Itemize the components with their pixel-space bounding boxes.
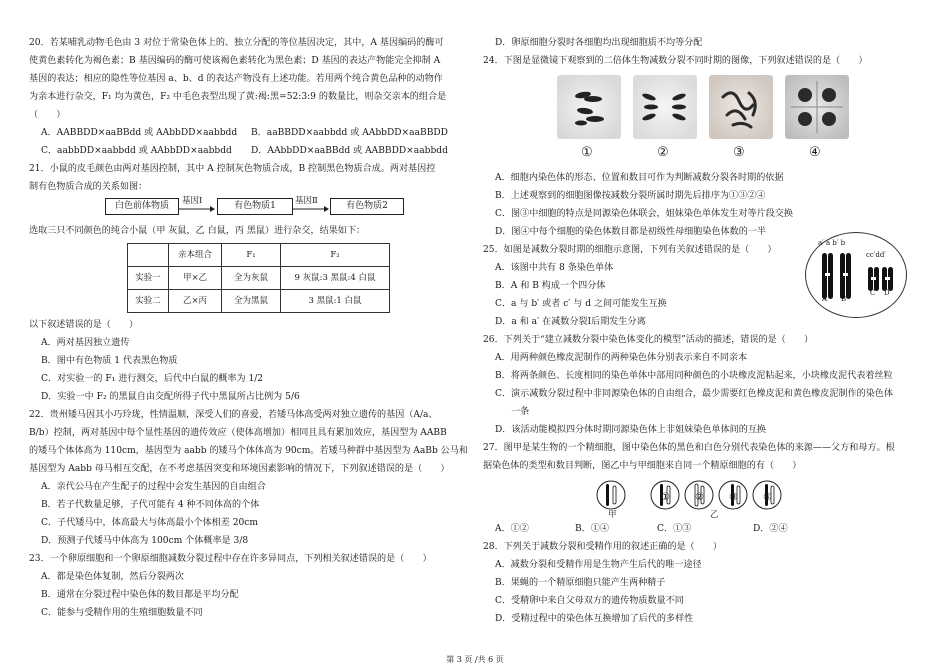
q21-line3: 选取三只不同颜色的纯合小鼠（甲 灰鼠，乙 白鼠，丙 黑鼠）进行杂交，结果如下：: [29, 226, 366, 236]
micrograph-1: [557, 75, 621, 139]
flow-box-precursor: 白色前体物质: [105, 198, 179, 215]
flow-box-color1: 有色物质1: [217, 198, 293, 215]
q28-stem: 28．下列关于减数分裂和受精作用的叙述正确的是（ ）: [483, 542, 722, 552]
q20-line1: 20．若某哺乳动物毛色由 3 对位于常染色体上的、独立分配的等位基因决定，其中，A 基因编码的酶可: [29, 38, 444, 48]
q21-option-b: B．图中有色物质 1 代表黑色物质: [41, 356, 178, 366]
q21-option-a: A．两对基因独立遗传: [41, 338, 130, 348]
q23-option-c: C．能参与受精作用的生殖细胞数量不同: [41, 608, 203, 618]
q22-line1: 22．贵州矮马因其小巧玲珑，性情温顺，深受人们的喜爱，若矮马体高受两对独立遗传的基因（A/a、: [29, 410, 438, 420]
q28-option-d: D．受精过程中的染色体互换增加了后代的多样性: [495, 614, 694, 624]
table-cell: 3 黑鼠:1 白鼠: [281, 290, 390, 313]
q21-option-d: D．实验一中 F₂ 的黑鼠自由交配所得子代中黑鼠所占比例为 5/6: [41, 392, 300, 402]
q28-option-c: C．受精卵中来自父母双方的遗传物质数量不同: [495, 596, 684, 606]
q26-option-b: B．将两条颜色、长度相同的染色单体中部用同种颜色的小块橡皮泥粘起来，小块橡皮泥代表着丝粒: [495, 371, 893, 381]
q25-option-b: B．A 和 B 构成一个四分体: [495, 281, 606, 291]
q25-label-D: D: [884, 289, 890, 297]
q27-option-a: A．①②: [495, 524, 529, 534]
q21-option-c: C．对实验一的 F₁ 进行测交，后代中白鼠的概率为 1/2: [41, 374, 264, 384]
q27-line1: 27．图甲是某生物的一个精细胞，图中染色体的黑色和白色分别代表染色体的来源——父方和母方。根: [483, 443, 895, 453]
q26-stem: 26．下列关于“建立减数分裂中染色体变化的模型”活动的描述，错误的是（ ）: [483, 335, 814, 345]
page-footer: 第 3 页 /共 6 页: [446, 655, 504, 664]
q22-line3: 的矮马个体体高为 110cm，基因型为 aabb 的矮马个体体高为 90cm。若矮马种群中基因型为 AaBb 公马和: [29, 446, 468, 456]
q20-option-b: B．aaBBDD×aabbdd 或 AAbbDD×aaBBDD: [251, 128, 448, 138]
table-cell: 9 灰鼠:3 黑鼠:4 白鼠: [281, 267, 390, 290]
q27-line2: 据染色体的类型和数目判断，图乙中与甲细胞来自同一个精原细胞的有（ ）: [483, 461, 802, 471]
q22-line2: B/b）控制，两对基因中每个显性基因的遗传效应（使体高增加）相同且具有累加效应，基因型为 AABB: [29, 428, 447, 438]
table-cell: 全为灰鼠: [222, 267, 281, 290]
micrograph-label-2: ②: [657, 145, 669, 160]
micrograph-2: [633, 75, 697, 139]
q23-stem: 23．一个卵原细胞和一个卵原细胞减数分裂过程中存在许多异同点，下列相关叙述错误的是（ ）: [29, 554, 432, 564]
q24-option-b: B．上述观察到的细胞图像按减数分裂所属时期先后排序为①③②④: [495, 191, 766, 201]
q20-line4: 为亲本进行杂交，F₁ 均为黄色，F₂ 中毛色表型出现了黄:褐:黑=52:3:9 的数量比，则杂交亲本的组合是: [29, 92, 447, 102]
q27-label-3: ③: [729, 492, 738, 503]
q21-line1: 21．小鼠的皮毛颜色由两对基因控制，其中 A 控制灰色物质合成，B 控制黑色物质合成。两对基因控: [29, 164, 436, 174]
q20-option-a: A．AABBDD×aaBBdd 或 AAbbDD×aabbdd: [41, 128, 238, 138]
table-cell: 实验一: [128, 267, 169, 290]
micrograph-4: [785, 75, 849, 139]
table-cell: 甲×乙: [169, 267, 222, 290]
q26-option-d: D．该活动能模拟四分体时期同源染色体上非姐妹染色单体间的互换: [495, 425, 767, 435]
q23-option-a: A．都是染色体复制，然后分裂两次: [41, 572, 184, 582]
flow-box-color2: 有色物质2: [330, 198, 404, 215]
q26-option-c-cont: 一条: [511, 407, 530, 417]
q23-option-b: B．通常在分裂过程中染色体的数目都是平均分配: [41, 590, 239, 600]
q25-stem: 25．如图是减数分裂时期的细胞示意图，下列有关叙述错误的是（ ）: [483, 245, 777, 255]
q25-option-d: D．a 和 a′ 在减数分裂Ⅰ后期发生分离: [495, 317, 646, 327]
q26-option-c: C．演示减数分裂过程中非同源染色体的自由组合，最少需要红色橡皮泥和黄色橡皮泥制作的染色体: [495, 389, 893, 399]
q25-cell-figure: [805, 232, 907, 318]
q24-option-c: C．图③中细胞的特点是同源染色体联会，姐妹染色单体发生对等片段交换: [495, 209, 793, 219]
q21-results-table: [127, 243, 390, 313]
q22-line4: 基因型为 Aabb 母马相互交配，在不考虑基因突变和环境因素影响的情况下，下列叙述错误的是（ ）: [29, 464, 450, 474]
micrograph-label-3: ③: [733, 145, 745, 160]
q28-option-b: B．果蝇的一个精原细胞只能产生两种精子: [495, 578, 666, 588]
q27-option-c: C．①③: [657, 524, 692, 534]
q27-label-yi: 乙: [710, 510, 719, 520]
q20-line5: （ ）: [29, 110, 66, 120]
q27-label-4: ④: [763, 492, 772, 503]
q25-label-cd: cc′dd′: [866, 251, 886, 259]
q22-option-a: A．亲代公马在产生配子的过程中会发生基因的自由组合: [41, 482, 266, 492]
table-cell: F₁: [222, 244, 281, 267]
micrograph-label-1: ①: [581, 145, 593, 160]
q24-stem: 24．下图是显微镜下观察到的二倍体生物减数分裂不同时期的图像，下列叙述错误的是（ ）: [483, 56, 868, 66]
table-cell: 乙×丙: [169, 290, 222, 313]
q21-stem: 以下叙述错误的是（ ）: [29, 320, 139, 330]
q20-option-d: D．AAbbDD×aaBBdd 或 AABBDD×aabbdd: [251, 146, 448, 156]
q27-option-d: D．②④: [753, 524, 788, 534]
q20-option-c: C．aabbDD×aabbdd 或 AAbbDD×aabbdd: [41, 146, 232, 156]
q20-line3: 基因的表达；相应的隐性等位基因 a、b、d 的表达产物没有上述功能。若用两个纯合黄色品种的动物作: [29, 74, 443, 84]
q24-option-a: A．细胞内染色体的形态、位置和数目可作为判断减数分裂各时期的依据: [495, 173, 784, 183]
q27-label-2: ②: [695, 492, 704, 503]
q25-label-B: B: [841, 295, 847, 303]
q20-line2: 使黄色素转化为褐色素；B 基因编码的酶可使该褐色素转化为黑色素；D 基因的表达产物能完全抑制 A: [29, 56, 441, 66]
q21-line2: 制有色物质合成的关系如图：: [29, 182, 148, 192]
table-row: [128, 290, 390, 313]
q25-option-c: C．a 与 b′ 或者 c′ 与 d 之间可能发生互换: [495, 299, 667, 309]
table-cell: F₂: [281, 244, 390, 267]
q25-option-a: A．该图中共有 8 条染色单体: [495, 263, 614, 273]
flow-arrow-1: [179, 205, 215, 213]
micrograph-label-4: ④: [809, 145, 821, 160]
q25-label-C: C: [870, 289, 876, 297]
q25-label-A: A: [822, 295, 828, 303]
q28-option-a: A．减数分裂和受精作用是生物产生后代的唯一途径: [495, 560, 702, 570]
table-row: [128, 267, 390, 290]
q25-chromosomes: [816, 249, 898, 307]
q27-label-1: ①: [661, 492, 670, 503]
q22-option-d: D．预测子代矮马中体高为 100cm 个体概率是 3/8: [41, 536, 249, 546]
q22-option-c: C．子代矮马中，体高最大与体高最小个体相差 20cm: [41, 518, 259, 528]
table-cell: 亲本组合: [169, 244, 222, 267]
q23-option-d: D．卵原细胞分裂时各细胞均出现细胞质不均等分配: [495, 38, 703, 48]
q27-option-b: B．①④: [575, 524, 609, 534]
table-cell: [128, 244, 169, 267]
micrograph-3: [709, 75, 773, 139]
q25-label-ab: a′ a b′ b: [818, 239, 846, 247]
q24-option-d: D．图④中每个细胞的染色体数目都是初级性母细胞染色体数的一半: [495, 227, 767, 237]
flow-arrow-2: [293, 205, 329, 213]
flow-gene2-label: 基因Ⅱ: [295, 196, 318, 206]
q26-option-a: A．用两种颜色橡皮泥制作的两种染色体分别表示来自不同亲本: [495, 353, 748, 363]
table-cell: 实验二: [128, 290, 169, 313]
flow-gene1-label: 基因Ⅰ: [182, 196, 203, 206]
table-header-row: [128, 244, 390, 267]
q22-option-b: B．若子代数量足够，子代可能有 4 种不同体高的个体: [41, 500, 260, 510]
table-cell: 全为黑鼠: [222, 290, 281, 313]
q27-label-jia: 甲: [608, 510, 617, 520]
